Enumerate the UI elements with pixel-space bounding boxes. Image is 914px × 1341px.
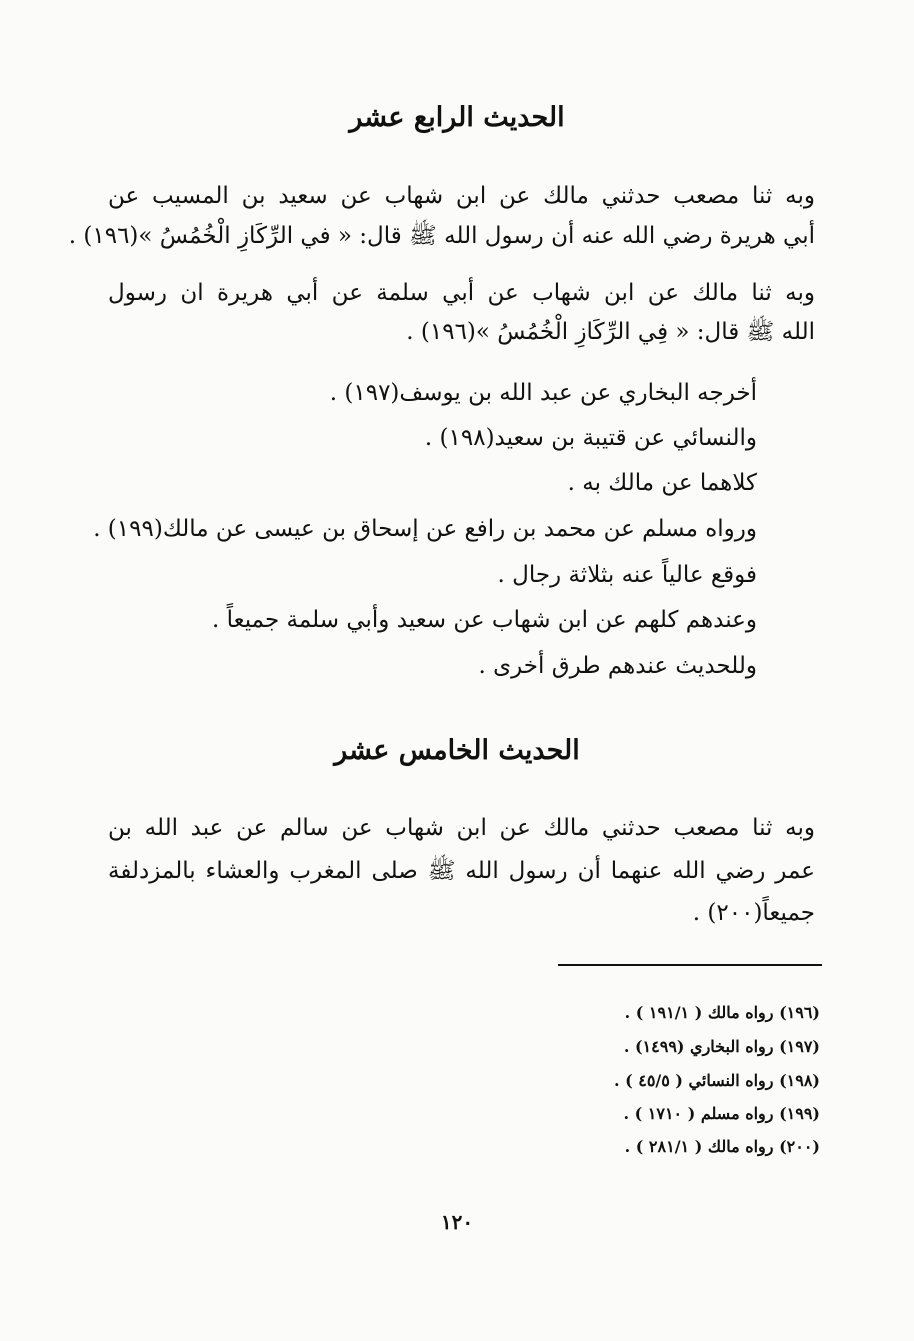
footnote-divider — [558, 964, 822, 966]
takhrij-line-2: والنسائي عن قتيبة بن سعيد(١٩٨) . — [424, 425, 757, 451]
takhrij-line-3: كلاهما عن مالك به . — [567, 470, 757, 496]
footnote-198: (١٩٨) رواه النسائي ( ٤٥/٥ ) . — [613, 1071, 820, 1090]
takhrij-line-4: ورواه مسلم عن محمد بن رافع عن إسحاق بن عيسى عن مالك(١٩٩) . — [93, 516, 757, 542]
hadith-14-line-2: أبي هريرة رضي الله عنه أن رسول الله ﷺ قال: « في الرِّكَازِ الْخُمُسُ »(١٩٦) . — [68, 223, 815, 249]
hadith-15-line-2: عمر رضي الله عنهما أن رسول الله ﷺ صلى المغرب والعشاء بالمزدلفة — [108, 858, 815, 884]
section-heading-15: الحديث الخامس عشر — [334, 735, 580, 766]
section-heading-14: الحديث الرابع عشر — [349, 102, 565, 133]
hadith-14-line-4: الله ﷺ قال: « فِي الرِّكَازِ الْخُمُسُ »(١٩٦) . — [406, 319, 815, 345]
takhrij-line-7: وللحديث عندهم طرق أخرى . — [478, 653, 757, 679]
footnote-196: (١٩٦) رواه مالك ( ١٩١/١ ) . — [624, 1003, 820, 1022]
footnote-200: (٢٠٠) رواه مالك ( ٢٨١/١ ) . — [624, 1137, 820, 1156]
takhrij-line-6: وعندهم كلهم عن ابن شهاب عن سعيد وأبي سلمة جميعاً . — [212, 607, 757, 633]
footnote-199: (١٩٩) رواه مسلم ( ١٧١٠ ) . — [623, 1104, 820, 1123]
hadith-15-line-3: جميعاً(٢٠٠) . — [692, 900, 815, 926]
page-number: ١٢٠ — [440, 1210, 474, 1234]
footnote-197: (١٩٧) رواه البخاري (١٤٩٩) . — [623, 1037, 820, 1056]
hadith-15-line-1: وبه ثنا مصعب حدثني مالك عن ابن شهاب عن سالم عن عبد الله بن — [108, 815, 815, 841]
takhrij-line-5: فوقع عالياً عنه بثلاثة رجال . — [497, 562, 757, 588]
takhrij-line-1: أخرجه البخاري عن عبد الله بن يوسف(١٩٧) . — [329, 380, 757, 406]
hadith-14-line-1: وبه ثنا مصعب حدثني مالك عن ابن شهاب عن سعيد بن المسيب عن — [108, 183, 815, 209]
hadith-14-line-3: وبه ثنا مالك عن ابن شهاب عن أبي سلمة عن أبي هريرة ان رسول — [108, 280, 815, 306]
